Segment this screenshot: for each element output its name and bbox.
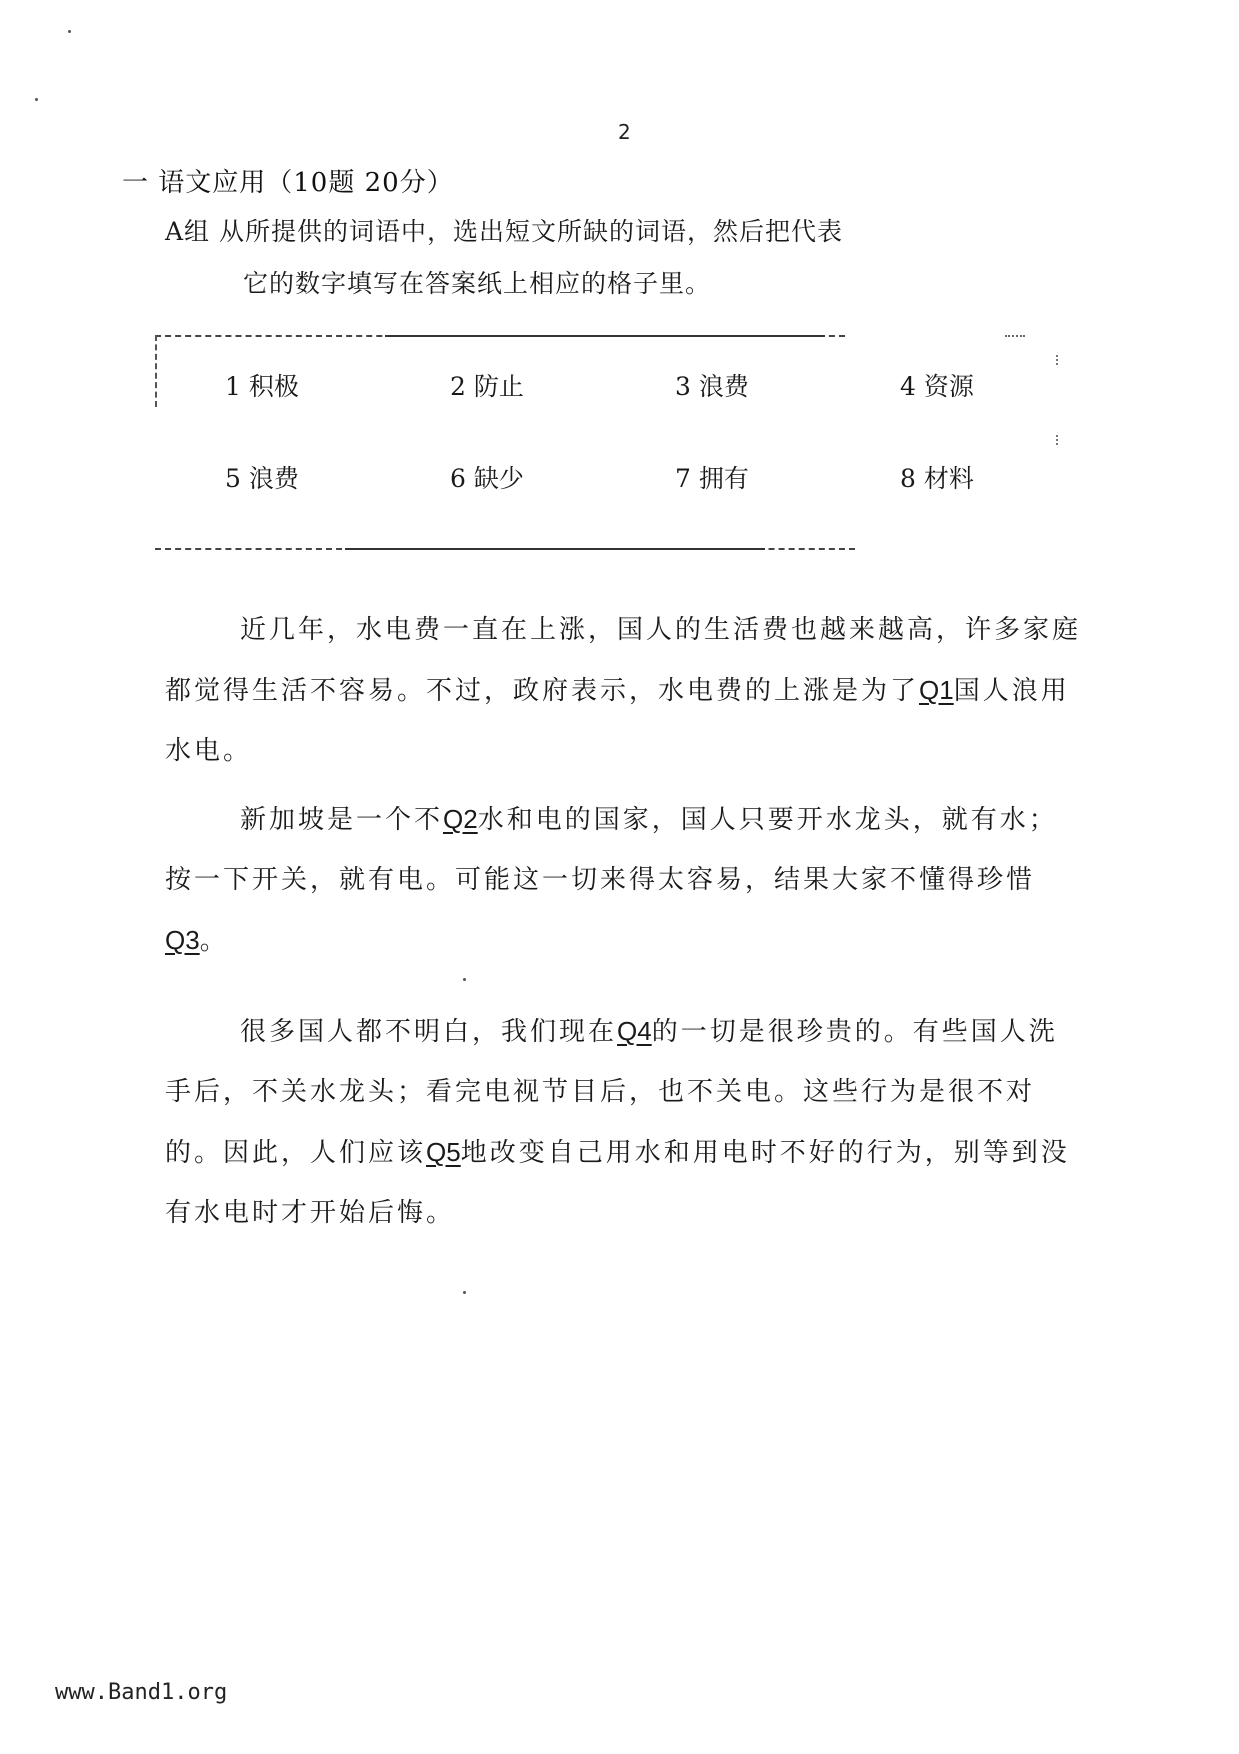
passage-text: 新加坡是一个不 (240, 805, 444, 835)
word-option: 2 防止 (450, 372, 524, 401)
word-option: 3 浪费 (675, 372, 749, 401)
instructions (165, 206, 1065, 310)
scan-speck (463, 978, 466, 981)
blank-q3: Q3 (165, 925, 200, 955)
scan-speck (68, 30, 71, 33)
box-left-rule (155, 335, 157, 407)
passage-text: 近几年，水电费一直在上涨，国人的生活费也越来越高，许多家庭都觉得生活不容易。不过，政府表示，水电费的上涨是为了 (165, 615, 1082, 706)
word-option: 5 浪费 (225, 464, 299, 493)
instructions-line-1: A组 从所提供的词语中，选出短文所缺的词语，然后把代表 (165, 217, 844, 246)
word-option: 4 资源 (900, 372, 974, 401)
box-top-rule-tail (1005, 335, 1025, 337)
scan-speck (35, 98, 38, 101)
box-bottom-rule-solid (345, 548, 765, 550)
section-title (122, 162, 454, 199)
passage-text: 。 (199, 926, 229, 956)
word-option: 8 材料 (900, 464, 974, 493)
word-option: 1 积极 (225, 372, 299, 401)
section-title-text: 一 语文应用（10题 20分） (122, 168, 454, 198)
scan-speck (463, 1291, 466, 1294)
passage-text: 很多国人都不明白，我们现在 (240, 1017, 618, 1047)
word-options-box (155, 335, 1060, 550)
blank-q5: Q5 (426, 1137, 461, 1167)
blank-q2: Q2 (443, 804, 478, 834)
passage-text: 的一切是很珍贵的。有些国人洗手后，不关水龙头；看完电视节目后，也不关电。这些行为是很不对的。因此，人们应该 (165, 1017, 1058, 1168)
box-right-mark (1056, 355, 1060, 365)
passage-paragraph-2 (165, 789, 1085, 971)
word-options-grid (225, 367, 1065, 499)
page-number: 2 (618, 120, 631, 144)
passage-text: 水和电的国家，国人只要开水龙头，就有水；按一下开关，就有电。可能这一切来得太容易，结果大家不懂得珍惜 (165, 805, 1058, 895)
blank-q4: Q4 (617, 1016, 652, 1046)
reading-passage (165, 600, 1085, 1251)
blank-q1: Q1 (919, 675, 954, 705)
passage-paragraph-3 (165, 1001, 1085, 1243)
box-top-rule-solid (385, 335, 825, 337)
instructions-line-2: 它的数字填写在答案纸上相应的格子里。 (243, 269, 712, 298)
passage-text: 地改变自己用水和用电时不好的行为，别等到没有水电时才开始后悔。 (165, 1138, 1070, 1228)
word-option: 7 拥有 (675, 464, 749, 493)
passage-text: 国人浪用水电。 (165, 676, 1070, 766)
passage-paragraph-1 (165, 600, 1085, 781)
word-option: 6 缺少 (450, 464, 524, 493)
footer-watermark: www.Band1.org (55, 1680, 228, 1705)
